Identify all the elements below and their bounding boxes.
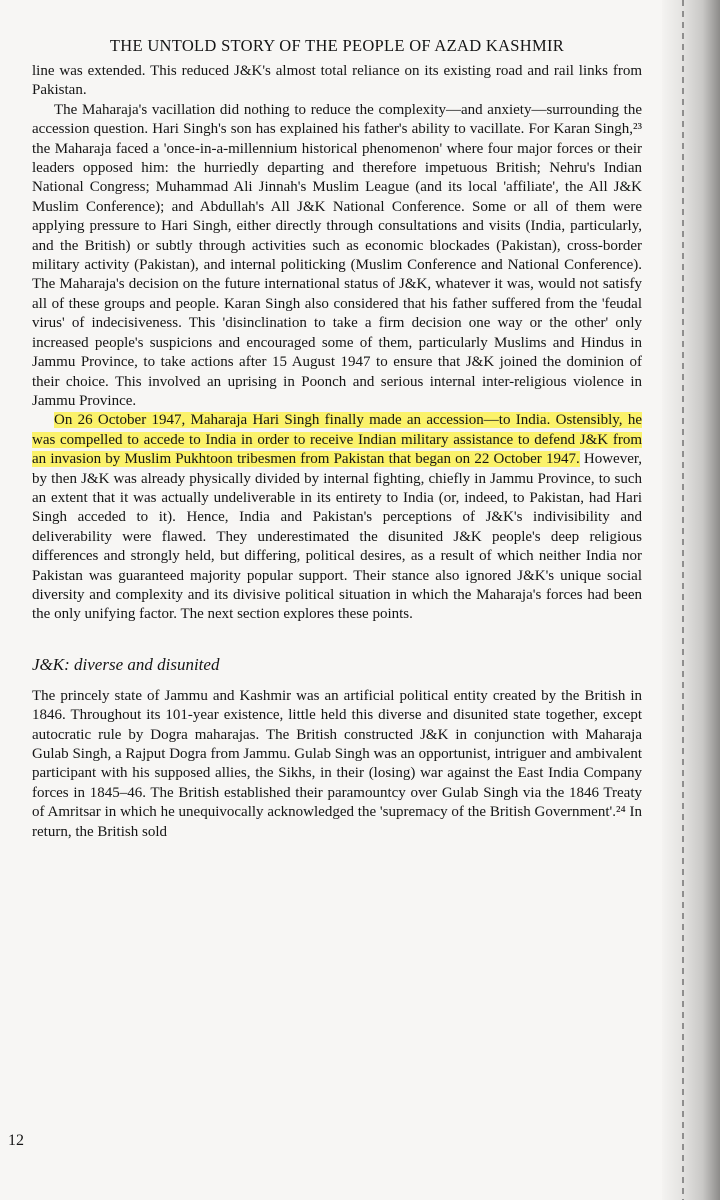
paragraph-accession-rest: However, by then J&K was already physically divided by internal fighting, chiefly in Jammu Province, to such an extent that it was actually undeliverable in its entirety to India (or, indeed, to Pakistan, had Hari Singh acceded to it). Hence, India and Pakistan's perceptions of J&K's indivisibility and deliverability were flawed. They underestimated the disunited J&K people's deep religious differences and strongly held, but differing, political desires, as a result of which neither India nor Pakistan was guaranteed majority popular support. Their stance also ignored J&K's unique social diversity and complexity and its divisive political situation in which the Maharaja's forces had been the only unifying factor. The next section explores these points. [32,451,642,623]
paragraph-maharaja-vacillation: The Maharaja's vacillation did nothing to reduce the complexity—and anxiety—surrounding the accession question. Hari Singh's son has explained his father's ability to vacillate. For Karan Singh,²³ the Maharaja faced a 'once-in-a-millennium historical phenomenon' where four major forces or their leaders opposed him: the hurriedly departing and therefore impetuous British; Nehru's Indian National Congress; Muhammad Ali Jinnah's Muslim League (and its local 'affiliate', the All J&K Muslim Conference); and Abdullah's All J&K National Conference. Some or all of them were applying pressure to Hari Singh, either directly through consultations and visits (India, particularly, and the British) or subtly through activities such as economic blockades (Pakistan), cross-border military activity (Pakistan), and internal politicking (Muslim Conference and National Conference). The Maharaja's decision on the future international status of J&K, whatever it was, would not satisfy all of these groups and people. Karan Singh also considered that his father suffered from the 'feudal virus' of indecisiveness. This 'disinclination to take a firm decision one way or the other' only increased people's suspicions and encouraged some of them, particularly Muslims and Hindus in Jammu Province, to take actions after 15 August 1947 to ensure that J&K joined the dominion of their choice. This involved an uprising in Poonch and serious internal inter-religious violence in Jammu Province. [32,101,642,409]
chapter-text [32,62,642,625]
running-head: THE UNTOLD STORY OF THE PEOPLE OF AZAD KASHMIR [109,36,565,55]
highlighted-passage: On 26 October 1947, Maharaja Hari Singh finally made an accession—to India. Ostensibly, he was compelled to accede to India in order to receive Indian military assistance to defend J&K from an invasion by Muslim Pukhtoon tribesmen from Pakistan that began on 22 October 1947. [32,412,642,468]
binding-edge [682,0,684,1200]
page-content [32,36,642,842]
paragraph-princely-state: The princely state of Jammu and Kashmir was an artificial political entity created by the British in 1846. Throughout its 101-year existence, little held this diverse and disunited state together, except autocratic rule by Dogra maharajas. The British constructed J&K in conjunction with Maharaja Gulab Singh, a Rajput Dogra from Jammu. Gulab Singh was an opportunist, intriguer and ambivalent participant with his supposed allies, the Sikhs, in their (losing) war against the East India Company forces in 1845–46. The British established their paramountcy over Gulab Singh via the 1846 Treaty of Amritsar in which he unequivocally acknowledged the 'supremacy of the British Government'.²⁴ In return, the British sold [32,687,642,840]
paragraph-accession [32,411,642,624]
page-gutter-shadow [662,0,720,1200]
section-heading: J&K: diverse and disunited [32,654,220,674]
paragraph-continued: line was extended. This reduced J&K's almost total reliance on its existing road and rail links from Pakistan. [32,63,642,99]
page-number: 12 [8,1132,24,1149]
section-text [32,687,642,842]
